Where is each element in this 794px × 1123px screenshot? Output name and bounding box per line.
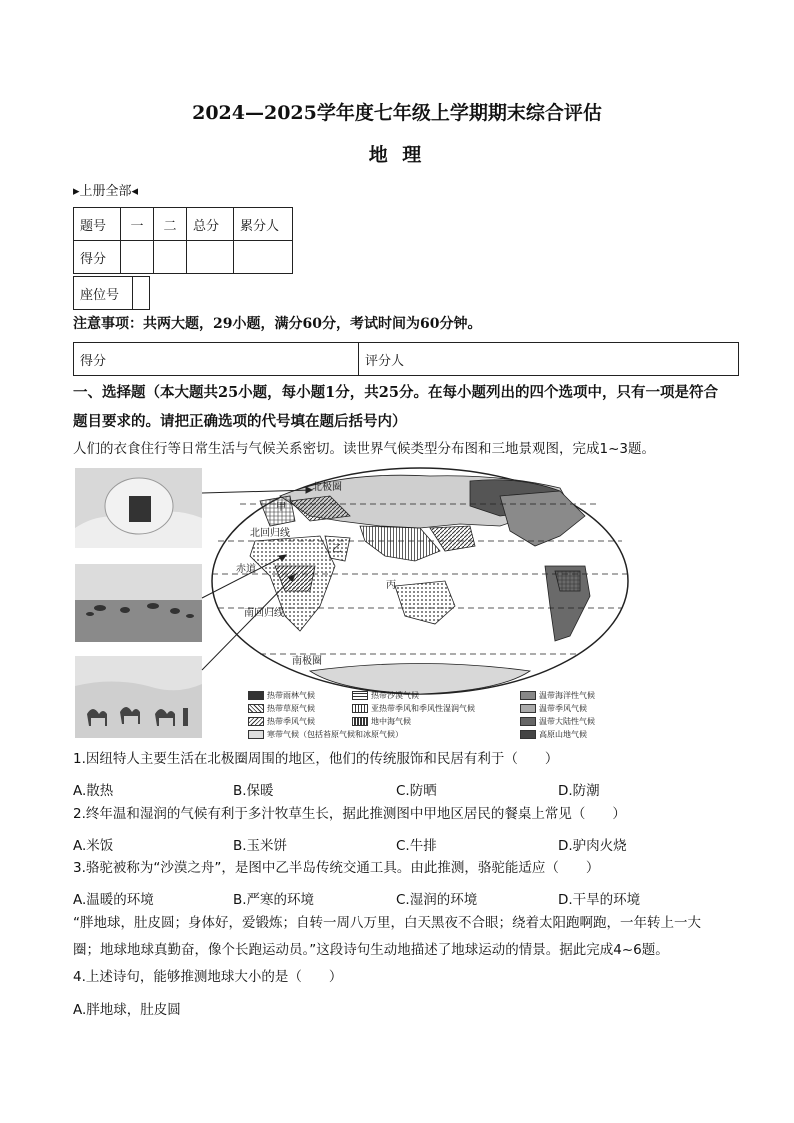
legend-item: 温带季风气候: [520, 703, 587, 714]
table-cell: 得分: [74, 241, 121, 274]
legend-item: 热带沙漠气候: [352, 690, 419, 701]
table-cell: 一: [121, 208, 154, 241]
legend-item: 亚热带季风和季风性湿润气候: [352, 703, 475, 714]
legend-item: 地中海气候: [352, 716, 411, 727]
desert-camel-image: [75, 656, 202, 738]
photo-igloo: [75, 468, 202, 548]
seat-table: [73, 276, 150, 310]
q3-option-a[interactable]: A.温暖的环境: [73, 892, 154, 908]
map-label-yi: 乙: [332, 544, 342, 555]
table-row: [74, 277, 150, 310]
map-label-antarctic-circle: 南极圈: [292, 656, 322, 667]
table-cell: 评分人: [359, 343, 739, 376]
q2-option-c[interactable]: C.牛排: [396, 838, 437, 854]
map-label-tropic-capricorn: 南回归线: [244, 608, 284, 619]
legend-item: 热带草原气候: [248, 703, 315, 714]
table-cell: 得分: [74, 343, 359, 376]
score-input-cell[interactable]: [154, 241, 187, 274]
exam-title: 2024—2025学年度七年级上学期期末综合评估: [192, 102, 602, 124]
legend-item: 温带海洋性气候: [520, 690, 595, 701]
map-label-tropic-cancer: 北回归线: [250, 528, 290, 539]
table-cell: 座位号: [74, 277, 133, 310]
table-row: [74, 343, 739, 376]
table-cell: 二: [154, 208, 187, 241]
q1-option-a[interactable]: A.散热: [73, 783, 114, 799]
score-table: [73, 207, 293, 274]
map-label-arctic-circle: 北极圈: [312, 482, 342, 493]
score-input-cell[interactable]: [187, 241, 234, 274]
legend-item: 热带季风气候: [248, 716, 315, 727]
q2-option-d[interactable]: D.驴肉火烧: [558, 838, 627, 854]
q2-option-b[interactable]: B.玉米饼: [233, 838, 288, 854]
q2-option-a[interactable]: A.米饭: [73, 838, 114, 854]
legend-item: 热带雨林气候: [248, 690, 315, 701]
q4-option-a[interactable]: A.胖地球，肚皮圆: [73, 1002, 181, 1018]
subject-title: 地 理: [368, 144, 426, 166]
table-cell: 累分人: [234, 208, 293, 241]
question-1-stem: 1.因纽特人主要生活在北极圈周围的地区，他们的传统服饰和民居有利于（ ）: [73, 751, 559, 767]
grader-table: [73, 342, 739, 376]
seat-input-cell[interactable]: [133, 277, 150, 310]
legend-item: 高原山地气候: [520, 729, 587, 740]
table-row: [74, 241, 293, 274]
q1-option-d[interactable]: D.防潮: [558, 783, 600, 799]
photo-arrows: [200, 480, 320, 700]
photo-grassland: [75, 564, 202, 642]
scope-label: ▸上册全部◂: [73, 184, 139, 199]
question-3-stem: 3.骆驼被称为“沙漠之舟”，是图中乙半岛传统交通工具。由此推测，骆驼能适应（ ）: [73, 860, 600, 876]
photo-desert-camels: [75, 656, 202, 738]
grassland-image: [75, 564, 202, 642]
q1-option-b[interactable]: B.保暖: [233, 783, 274, 799]
legend-item: 温带大陆性气候: [520, 716, 595, 727]
map-label-jia: 甲: [276, 502, 286, 513]
question-intro: 人们的衣食住行等日常生活与气候关系密切。读世界气候类型分布图和三地景观图，完成1~3题。: [73, 441, 655, 457]
notice: 注意事项：共两大题，29小题，满分60分，考试时间为60分钟。: [73, 316, 482, 332]
poem-passage: “胖地球，肚皮圆；身体好，爱锻炼；自转一周八万里，白天黑夜不合眼；绕着太阳跑啊跑，一年转上一大圈；地球地球真勤奋，像个长跑运动员。”这段诗句生动地描述了地球运动的情景。据此完成4~6题。: [73, 915, 701, 958]
igloo-image: [75, 468, 202, 548]
map-label-bing: 丙: [386, 580, 396, 591]
question-2-stem: 2.终年温和湿润的气候有利于多汁牧草生长，据此推测图中甲地区居民的餐桌上常见（ ）: [73, 806, 626, 822]
section-heading: 一、选择题（本大题共25小题，每小题1分，共25分。在每小题列出的四个选项中，只有一项是符合题目要求的。请把正确选项的代号填在题后括号内）: [73, 384, 718, 430]
question-4-stem: 4.上述诗句，能够推测地球大小的是（ ）: [73, 969, 343, 985]
q3-option-d[interactable]: D.干旱的环境: [558, 892, 641, 908]
table-cell: 题号: [74, 208, 121, 241]
score-input-cell[interactable]: [234, 241, 293, 274]
q3-option-c[interactable]: C.湿润的环境: [396, 892, 478, 908]
score-input-cell[interactable]: [121, 241, 154, 274]
q1-option-c[interactable]: C.防晒: [396, 783, 437, 799]
table-cell: 总分: [187, 208, 234, 241]
q3-option-b[interactable]: B.严寒的环境: [233, 892, 315, 908]
legend-item: 寒带气候（包括苔原气候和冰原气候）: [248, 729, 403, 740]
table-row: [74, 208, 293, 241]
map-label-equator: 赤道: [236, 564, 256, 575]
